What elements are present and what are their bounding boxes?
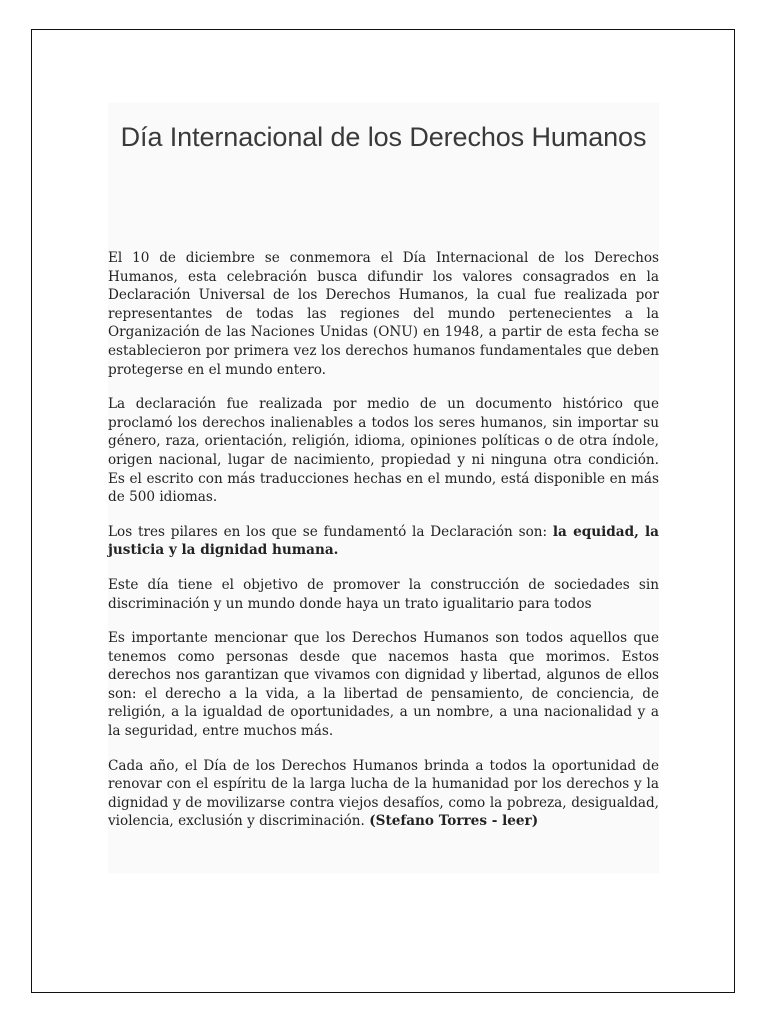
document-body bbox=[108, 249, 659, 847]
paragraph-4: Este día tiene el objetivo de promover la construcción de sociedades sin discriminación y un mundo donde haya un trato igualitario para todos bbox=[108, 576, 659, 612]
paragraph-3-pillars: la equidad, la justicia y la dignidad humana. bbox=[108, 523, 659, 559]
paragraph-6-text: Cada año, el Día de los Derechos Humanos brinda a todos la oportunidad de renovar con el espíritu de la larga lucha de la humanidad por los derechos y la dignidad y de movilizarse contra viejos desafíos, como la pobreza, desigualdad, violencia, exclusión y discriminación. bbox=[108, 757, 659, 830]
paragraph-6 bbox=[108, 757, 659, 831]
author-credit: (Stefano Torres - leer) bbox=[369, 813, 539, 830]
paragraph-1: El 10 de diciembre se conmemora el Día Internacional de los Derechos Humanos, esta celebración busca difundir los valores consagrados en la Declaración Universal de los Derechos Humanos, la cual fue realizada por representantes de todas las regiones del mundo pertenecientes a la Organización de las Naciones Unidas (ONU) en 1948, a partir de esta fecha se establecieron por primera vez los derechos humanos fundamentales que deben protegerse en el mundo entero. bbox=[108, 250, 659, 378]
document-content bbox=[108, 103, 659, 873]
paragraph-3 bbox=[108, 523, 659, 560]
paragraph-3-intro: Los tres pilares en los que se fundamentó la Declaración son: bbox=[108, 523, 553, 540]
paragraph-2: La declaración fue realizada por medio de un documento histórico que proclamó los derechos inalienables a todos los seres humanos, sin importar su género, raza, orientación, religión, idioma, opiniones políticas o de otra índole, origen nacional, lugar de nacimiento, propiedad y ni ninguna otra condición. Es el escrito con más traducciones hechas en el mundo, está disponible en más de 500 idiomas. bbox=[108, 396, 659, 506]
document-title: Día Internacional de los Derechos Humanos bbox=[120, 122, 647, 152]
paragraph-5: Es importante mencionar que los Derechos Humanos son todos aquellos que tenemos como personas desde que nacemos hasta que morimos. Estos derechos nos garantizan que vivamos con dignidad y libertad, algunos de ellos son: el derecho a la vida, a la libertad de pensamiento, de conciencia, de religión, a la igualdad de oportunidades, a un nombre, a una nacionalidad y a la seguridad, entre muchos más. bbox=[108, 630, 659, 740]
